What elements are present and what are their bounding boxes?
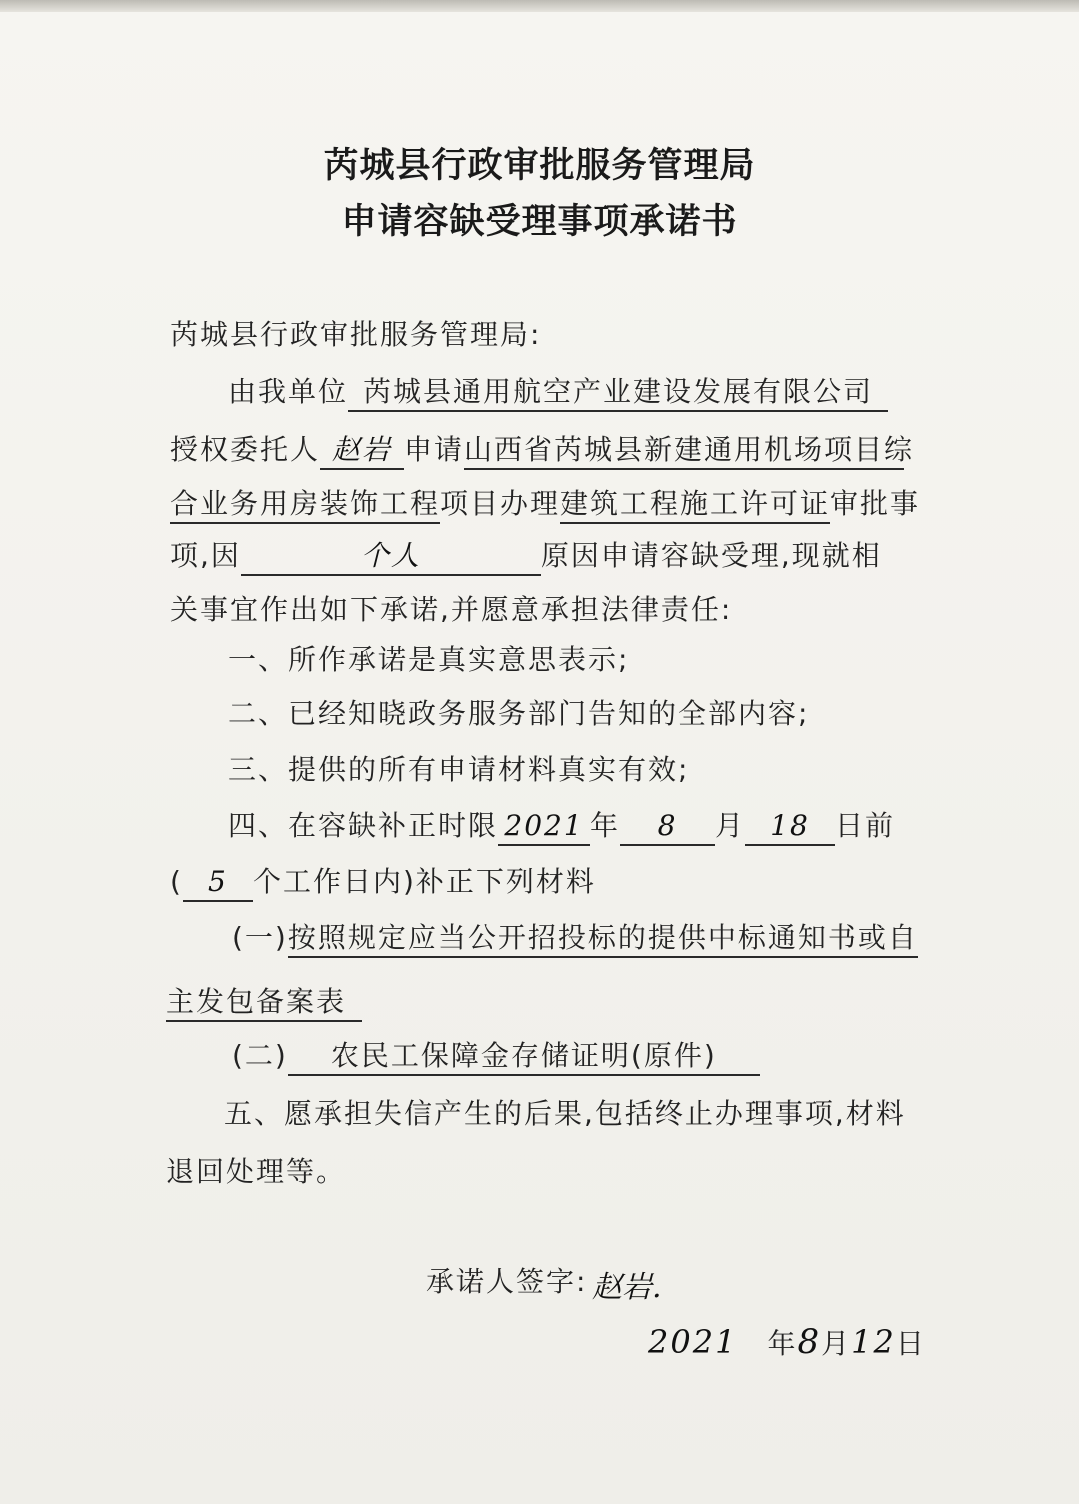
commitment-item-1: 一、所作承诺是真实意思表示; [228, 643, 630, 676]
commitment-item-5: 五、愿承担失信产生的后果,包括终止办理事项,材料 [224, 1097, 906, 1130]
document-title-line1: 芮城县行政审批服务管理局 [323, 146, 756, 186]
addressee: 芮城县行政审批服务管理局: [170, 318, 542, 351]
paragraph-line-4 [170, 536, 882, 576]
sign-date-month-label: 月 [821, 1327, 852, 1360]
workdays-count: 5 [183, 864, 253, 902]
unit-prefix: 由我单位 [228, 375, 349, 408]
material-item-2 [232, 1036, 760, 1076]
permit-name: 建筑工程施工许可证 [560, 486, 830, 524]
deadline-year: 2021 [498, 808, 590, 846]
paragraph-line-2 [170, 430, 915, 470]
sign-date-day-label: 日 [895, 1327, 926, 1360]
project-name-part1: 山西省芮城县新建通用机场项目综 [464, 432, 904, 470]
scan-edge [0, 0, 1079, 12]
material-item-1 [232, 918, 918, 958]
permit-suffix: 审批事 [830, 487, 921, 520]
material-1-text-part1: 按照规定应当公开招投标的提供中标通知书或自 [288, 920, 918, 958]
reason-suffix: 原因申请容缺受理,现就相 [540, 539, 882, 572]
document-title-line2: 申请容缺受理事项承诺书 [341, 202, 738, 242]
reason-prefix: 项,因 [170, 539, 241, 572]
reason-value: 个人 [241, 538, 541, 576]
material-1-text-part2: 主发包备案表 [166, 984, 362, 1022]
workdays-suffix: 个工作日内)补正下列材料 [252, 865, 596, 898]
material-item-1-cont [166, 982, 362, 1022]
agent-name: 赵岩 [320, 432, 404, 470]
deadline-month: 8 [620, 808, 715, 846]
commitment-item-4 [228, 806, 895, 846]
commitment-item-3: 三、提供的所有申请材料真实有效; [228, 753, 690, 786]
project-suffix: 项目办理 [440, 487, 561, 520]
company-name: 芮城县通用航空产业建设发展有限公司 [348, 374, 888, 412]
commitment-item-5-cont: 退回处理等。 [166, 1155, 347, 1188]
deadline-prefix: 四、在容缺补正时限 [228, 809, 499, 842]
handwritten-signature: 赵岩. [592, 1270, 662, 1305]
material-2-text: 农民工保障金存储证明(原件) [288, 1038, 760, 1076]
deadline-year-label: 年 [590, 809, 621, 842]
signature-label: 承诺人签字: [426, 1265, 588, 1298]
sign-date-day: 12 [851, 1323, 896, 1361]
apply-label: 申请 [404, 433, 465, 466]
paragraph-line-5: 关事宜作出如下承诺,并愿意承担法律责任: [170, 593, 733, 626]
material-2-label: (二) [232, 1039, 288, 1072]
sign-date-month: 8 [797, 1322, 822, 1362]
paragraph-line-3 [170, 484, 920, 524]
commitment-item-4-cont [170, 862, 596, 902]
material-1-label: (一) [232, 921, 288, 954]
sign-date [648, 1322, 926, 1364]
paren-open: ( [170, 865, 183, 898]
paragraph-line-1 [228, 372, 888, 412]
sign-date-year: 2021 [648, 1323, 738, 1361]
deadline-day: 18 [745, 808, 835, 846]
project-name-part2: 合业务用房装饰工程 [170, 486, 440, 524]
authorized-label: 授权委托人 [170, 433, 321, 466]
sign-date-year-label: 年 [767, 1327, 798, 1360]
deadline-day-label: 日前 [835, 809, 896, 842]
commitment-item-2: 二、已经知晓政务服务部门告知的全部内容; [228, 697, 810, 730]
deadline-month-label: 月 [715, 809, 746, 842]
